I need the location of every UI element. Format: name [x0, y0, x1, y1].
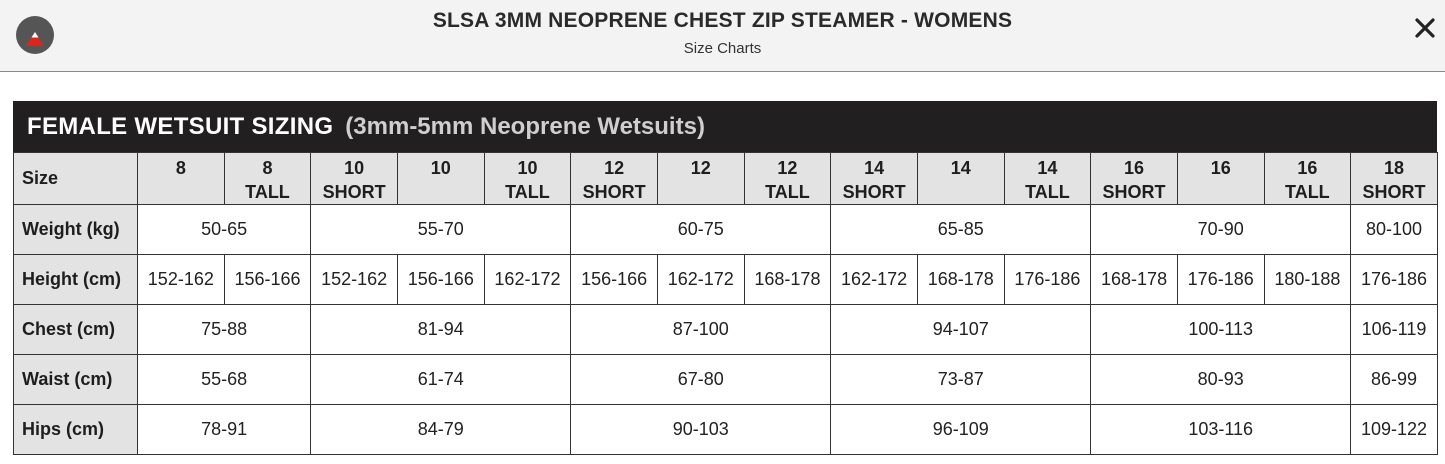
size-column-header [1091, 153, 1178, 205]
size-column-header [657, 153, 744, 205]
size-column-header [571, 153, 658, 205]
table-cell: 84-79 [311, 405, 571, 455]
table-cell: 152-162 [138, 255, 225, 305]
size-fit: SHORT [1362, 182, 1426, 202]
table-cell: 162-172 [657, 255, 744, 305]
size-column-header [224, 153, 311, 205]
size-number: 14 [1037, 158, 1058, 178]
table-row [14, 355, 1438, 405]
size-number: 8 [262, 158, 273, 178]
size-fit: TALL [245, 182, 290, 202]
size-label: Size [14, 153, 138, 205]
size-column-header [484, 153, 571, 205]
table-cell: 176-186 [1177, 255, 1264, 305]
size-column-header [831, 153, 918, 205]
size-fit: SHORT [582, 182, 646, 202]
table-cell: 106-119 [1351, 305, 1438, 355]
table-cell: 176-186 [1004, 255, 1091, 305]
size-column-header [1004, 153, 1091, 205]
size-column-header [744, 153, 831, 205]
size-fit: SHORT [1102, 182, 1166, 202]
measurement-label: Waist (cm) [14, 355, 138, 405]
table-cell: 81-94 [311, 305, 571, 355]
table-cell: 80-93 [1091, 355, 1351, 405]
table-cell: 86-99 [1351, 355, 1438, 405]
table-cell: 96-109 [831, 405, 1091, 455]
table-cell: 156-166 [571, 255, 658, 305]
size-header-row [14, 153, 1438, 205]
size-number: 16 [1210, 158, 1231, 178]
close-icon [1414, 17, 1436, 39]
size-number: 12 [777, 158, 798, 178]
size-fit: SHORT [842, 182, 906, 202]
table-cell: 109-122 [1351, 405, 1438, 455]
table-cell: 168-178 [1091, 255, 1178, 305]
measurement-label: Weight (kg) [14, 205, 138, 255]
table-cell: 168-178 [917, 255, 1004, 305]
modal-header [0, 0, 1445, 72]
size-chart-subtitle: (3mm-5mm Neoprene Wetsuits) [345, 112, 705, 140]
measurement-label: Height (cm) [14, 255, 138, 305]
size-fit: TALL [765, 182, 810, 202]
size-fit [658, 180, 744, 204]
size-number: 10 [430, 158, 451, 178]
size-column-header [311, 153, 398, 205]
size-number: 10 [517, 158, 538, 178]
table-cell: 75-88 [138, 305, 311, 355]
size-number: 12 [604, 158, 625, 178]
size-table [13, 152, 1438, 455]
size-fit [138, 180, 224, 204]
measurement-label: Hips (cm) [14, 405, 138, 455]
measurement-label: Chest (cm) [14, 305, 138, 355]
table-cell: 162-172 [484, 255, 571, 305]
page-title: SLSA 3MM NEOPRENE CHEST ZIP STEAMER - WOMENS [432, 9, 1013, 32]
page-subtitle: Size Charts [683, 40, 762, 57]
table-cell: 55-70 [311, 205, 571, 255]
table-cell: 180-188 [1264, 255, 1351, 305]
size-fit: TALL [1025, 182, 1070, 202]
size-chart [13, 101, 1437, 454]
table-cell: 67-80 [571, 355, 831, 405]
table-row [14, 405, 1438, 455]
table-cell: 162-172 [831, 255, 918, 305]
size-number: 12 [690, 158, 711, 178]
table-cell: 87-100 [571, 305, 831, 355]
table-row [14, 255, 1438, 305]
table-cell: 70-90 [1091, 205, 1351, 255]
size-column-header [397, 153, 484, 205]
size-column-header [1264, 153, 1351, 205]
size-column-header [1177, 153, 1264, 205]
table-cell: 80-100 [1351, 205, 1438, 255]
table-cell: 176-186 [1351, 255, 1438, 305]
table-cell: 65-85 [831, 205, 1091, 255]
table-cell: 168-178 [744, 255, 831, 305]
table-cell: 55-68 [138, 355, 311, 405]
size-column-header [1351, 153, 1438, 205]
size-fit: TALL [505, 182, 550, 202]
size-fit [918, 180, 1004, 204]
size-number: 16 [1297, 158, 1318, 178]
table-cell: 73-87 [831, 355, 1091, 405]
table-cell: 50-65 [138, 205, 311, 255]
size-fit [1178, 180, 1264, 204]
close-button[interactable] [1410, 13, 1440, 43]
size-chart-header [13, 101, 1437, 152]
size-column-header [138, 153, 225, 205]
table-cell: 156-166 [224, 255, 311, 305]
size-fit [398, 180, 484, 204]
table-cell: 152-162 [311, 255, 398, 305]
table-cell: 103-116 [1091, 405, 1351, 455]
table-cell: 100-113 [1091, 305, 1351, 355]
size-fit: TALL [1285, 182, 1330, 202]
table-cell: 61-74 [311, 355, 571, 405]
table-row [14, 305, 1438, 355]
size-chart-title: FEMALE WETSUIT SIZING [27, 112, 334, 140]
size-column-header [917, 153, 1004, 205]
table-cell: 60-75 [571, 205, 831, 255]
size-fit: SHORT [322, 182, 386, 202]
size-number: 10 [344, 158, 365, 178]
size-number: 14 [864, 158, 885, 178]
table-cell: 156-166 [397, 255, 484, 305]
size-number: 18 [1384, 158, 1405, 178]
table-cell: 78-91 [138, 405, 311, 455]
table-cell: 90-103 [571, 405, 831, 455]
size-number: 8 [175, 158, 186, 178]
size-number: 14 [950, 158, 971, 178]
table-cell: 94-107 [831, 305, 1091, 355]
size-number: 16 [1124, 158, 1145, 178]
table-row [14, 205, 1438, 255]
